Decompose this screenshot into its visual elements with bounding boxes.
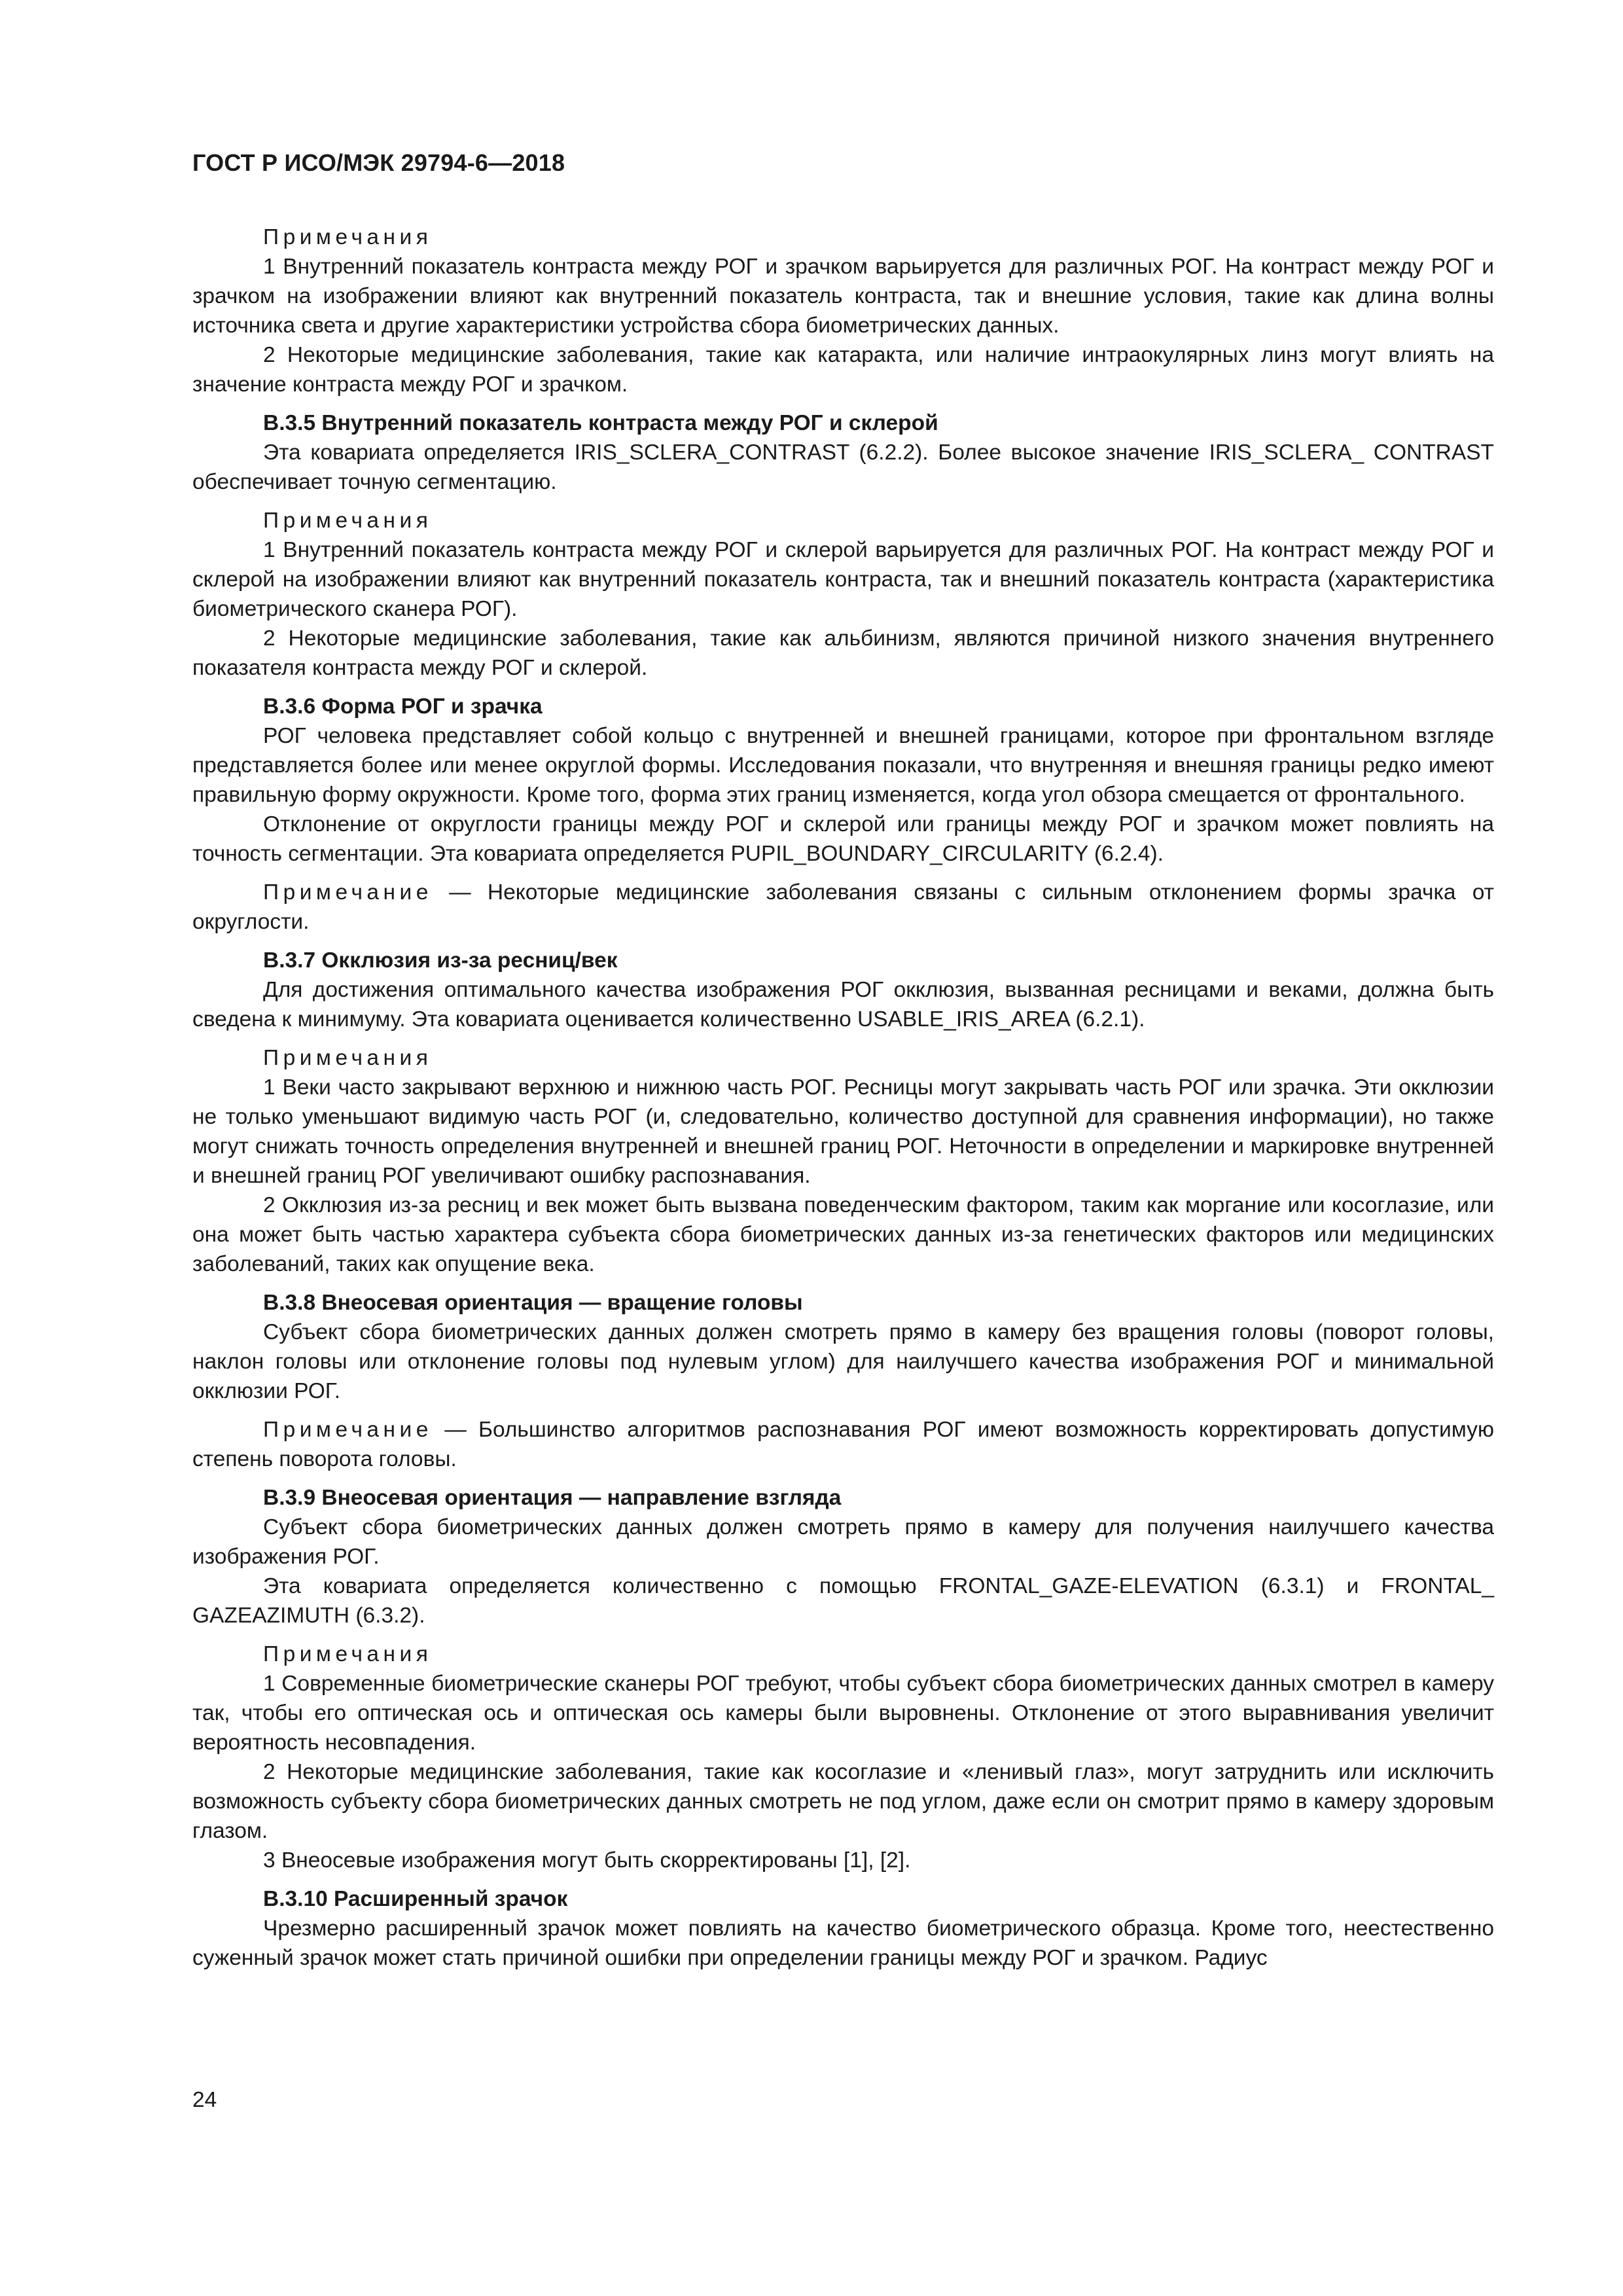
body-paragraph: РОГ человека представляет собой кольцо с внутренней и внешней границами, которое при фронтальном взгляде представляется более или менее округлой формы. Исследования показали, что внутренняя и внешняя границы редко имеют правильную форму окружности. Кроме того, форма этих границ изменяется, когда угол обзора смещается от фронтального.: [192, 724, 1494, 807]
note-paragraph: 1 Современные биометрические сканеры РОГ требуют, чтобы субъект сбора биометрических данных смотрел в камеру так, чтобы его оптическая ось и оптическая ось камеры были выровнены. Отклонение от этого выравнивания увеличит вероятность несовпадения.: [192, 1672, 1494, 1755]
document-header: ГОСТ Р ИСО/МЭК 29794-6—2018: [192, 149, 565, 176]
body-paragraph: Отклонение от округлости границы между РОГ и склерой или границы между РОГ и зрачком может повлиять на точность сегментации. Эта ковариата определяется PUPIL_BOUNDARY_CIRCULARITY (6.2.4).: [192, 812, 1494, 866]
section-heading: В.3.6 Форма РОГ и зрачка: [263, 694, 543, 719]
notes-heading: Примечания: [263, 225, 433, 249]
page-number: 24: [192, 2088, 217, 2112]
notes-heading: Примечания: [263, 1046, 433, 1070]
note-dash: —: [432, 880, 488, 905]
note-label: Примечание: [263, 880, 433, 905]
note-text: Большинство алгоритмов распознавания РОГ имеют возможность корректировать допустимую степень поворота головы.: [192, 1418, 1494, 1471]
note-label: Примечание: [263, 1418, 433, 1442]
section-heading: В.3.7 Окклюзия из-за ресниц/век: [263, 948, 618, 973]
note-paragraph: 1 Внутренний показатель контраста между РОГ и склерой варьируется для различных РОГ. На контраст между РОГ и склерой на изображении влияют как внутренний показатель контраста, так и внешний показатель контраста (характеристика биометрического сканера РОГ).: [192, 538, 1494, 621]
single-note: [192, 878, 1494, 937]
section-heading: В.3.9 Внеосевая ориентация — направление взгляда: [263, 1486, 842, 1510]
page-body: [192, 223, 1494, 1973]
note-paragraph: 3 Внеосевые изображения могут быть скорректированы [1], [2].: [263, 1848, 911, 1873]
note-text: Некоторые медицинские заболевания связаны с сильным отклонением формы зрачка от округлости.: [192, 880, 1494, 934]
body-paragraph: Эта ковариата определяется IRIS_SCLERA_CONTRAST (6.2.2). Более высокое значение IRIS_SCLERA_ CONTRAST обеспечивает точную сегментацию.: [192, 440, 1494, 494]
body-paragraph: Для достижения оптимального качества изображения РОГ окклюзия, вызванная ресницами и веками, должна быть сведена к минимуму. Эта ковариата оценивается количественно USABLE_IRIS_AREA (6.2.1).: [192, 978, 1494, 1031]
section-heading: В.3.5 Внутренний показатель контраста между РОГ и склерой: [263, 411, 938, 435]
note-paragraph: 1 Веки часто закрывают верхнюю и нижнюю часть РОГ. Ресницы могут закрывать часть РОГ или зрачка. Эти окклюзии не только уменьшают видимую часть РОГ (и, следовательно, количество доступной для сравнения информации), но также могут снижать точность определения внутренней и внешней границ РОГ. Неточности в определении и маркировке внутренней и внешней границ РОГ увеличивают ошибку распознавания.: [192, 1075, 1494, 1188]
body-paragraph: Субъект сбора биометрических данных должен смотреть прямо в камеру для получения наилучшего качества изображения РОГ.: [192, 1515, 1494, 1569]
note-paragraph: 2 Некоторые медицинские заболевания, такие как катаракта, или наличие интраокулярных линз могут влиять на значение контраста между РОГ и зрачком.: [192, 343, 1494, 397]
note-paragraph: 1 Внутренний показатель контраста между РОГ и зрачком варьируется для различных РОГ. На контраст между РОГ и зрачком на изображении влияют как внутренний показатель контраста, так и внешние условия, такие как длина волны источника света и другие характеристики устройства сбора биометрических данных.: [192, 255, 1494, 338]
body-paragraph: Эта ковариата определяется количественно с помощью FRONTAL_GAZE-ELEVATION (6.3.1) и FRONTAL_ GAZEAZIMUTH (6.3.2).: [192, 1574, 1494, 1628]
notes-heading: Примечания: [263, 509, 433, 533]
note-paragraph: 2 Некоторые медицинские заболевания, такие как косоглазие и «ленивый глаз», могут затруднить или исключить возможность субъекту сбора биометрических данных смотреть не под углом, даже если он смотрит прямо в камеру здоровым глазом.: [192, 1760, 1494, 1843]
section-heading: В.3.10 Расширенный зрачок: [263, 1887, 568, 1911]
note-paragraph: 2 Некоторые медицинские заболевания, такие как альбинизм, являются причиной низкого значения внутреннего показателя контраста между РОГ и склерой.: [192, 626, 1494, 680]
section-heading: В.3.8 Внеосевая ориентация — вращение головы: [263, 1291, 803, 1315]
notes-heading: Примечания: [263, 1642, 433, 1666]
note-dash: —: [432, 1418, 478, 1442]
note-paragraph: 2 Окклюзия из-за ресниц и век может быть вызвана поведенческим фактором, таким как моргание или косоглазие, или она может быть частью характера субъекта сбора биометрических данных из-за генетических факторов или медицинских заболеваний, таких как опущение века.: [192, 1193, 1494, 1276]
body-paragraph: Чрезмерно расширенный зрачок может повлиять на качество биометрического образца. Кроме того, неестественно суженный зрачок может стать причиной ошибки при определении границы между РОГ и зрачком. Радиус: [192, 1916, 1494, 1970]
body-paragraph: Субъект сбора биометрических данных должен смотреть прямо в камеру без вращения головы (поворот головы, наклон головы или отклонение головы под нулевым углом) для наилучшего качества изображения РОГ и минимальной окклюзии РОГ.: [192, 1320, 1494, 1403]
single-note: [192, 1415, 1494, 1474]
